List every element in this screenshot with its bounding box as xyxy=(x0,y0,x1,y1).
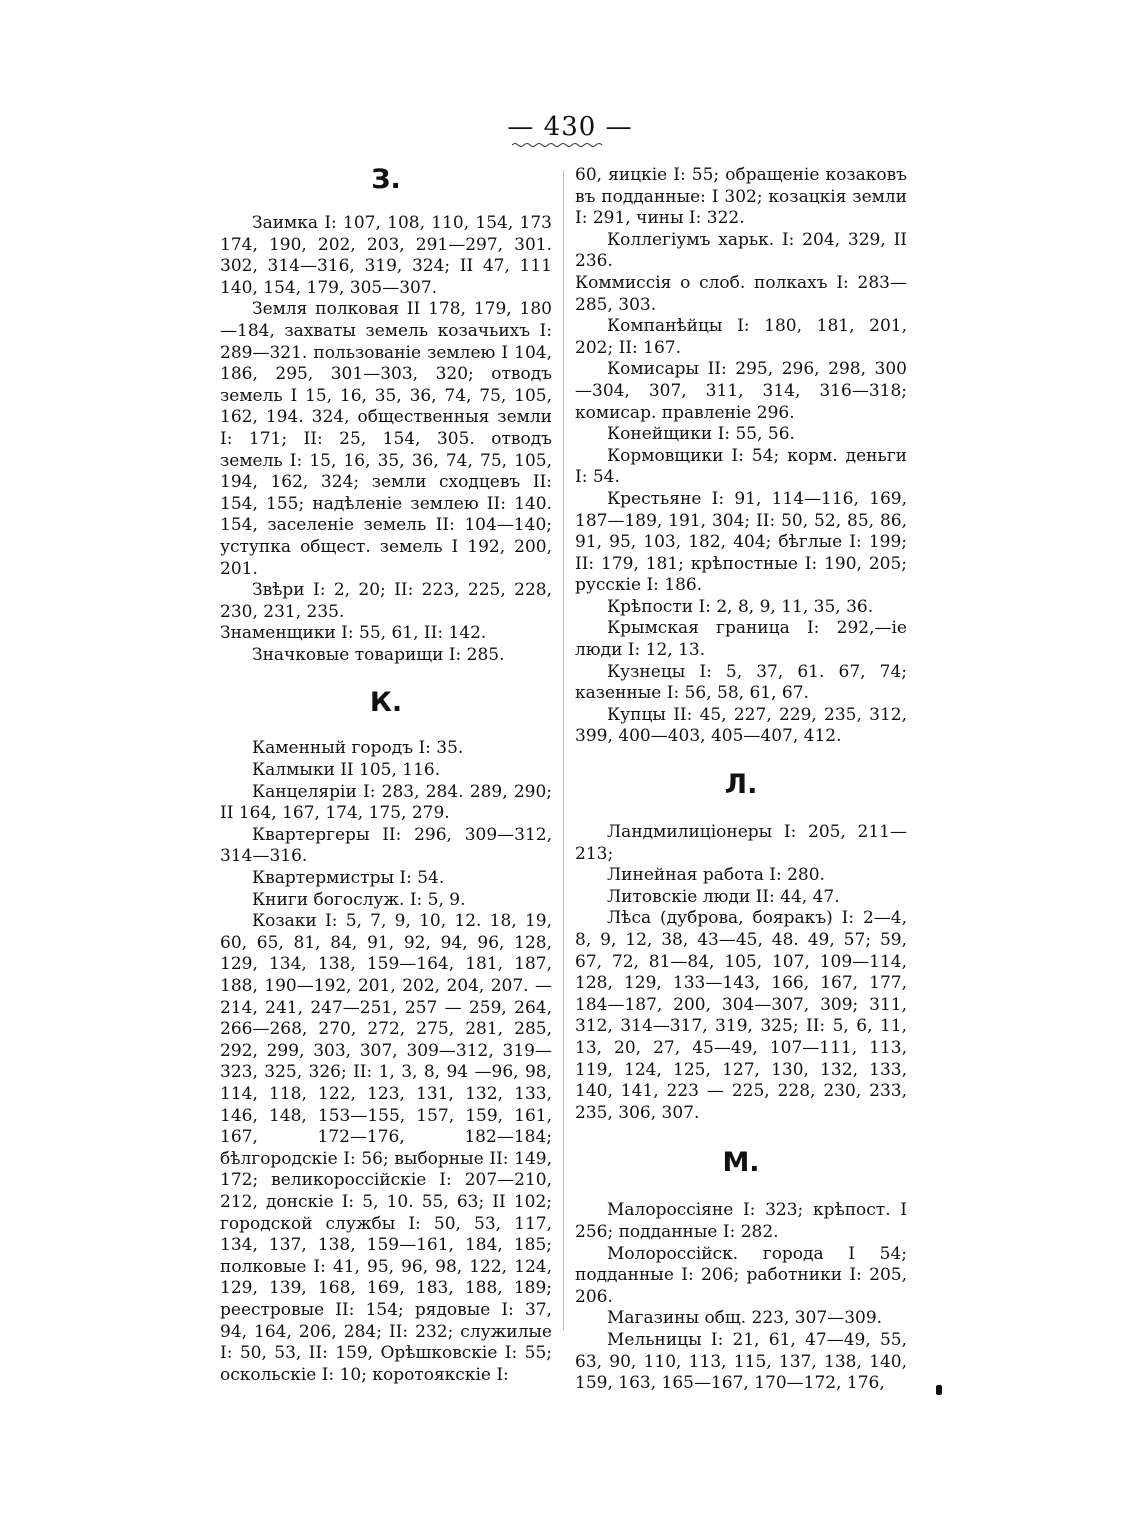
ink-mark xyxy=(936,1385,942,1395)
ornament-squiggle xyxy=(512,142,604,148)
index-entry: Крестьяне I: 91, 114—116, 169, 187—189, 191, 304; II: 50, 52, 85, 86, 91, 95, 103, 182, 404; бѣглые I: 199; II: 179, 181; крѣпостные I: 190, 205; русскіе I: 186. xyxy=(575,488,907,596)
index-entry: Каменный городъ I: 35. xyxy=(252,738,464,759)
index-entry: Литовскіе люди II: 44, 47. xyxy=(607,886,840,907)
index-entry: Магазины общ. 223, 307—309. xyxy=(607,1308,883,1329)
index-entry: Калмыки II 105, 116. xyxy=(252,760,441,781)
index-entry: Звѣри I: 2, 20; II: 223, 225, 228, 230, 231, 235. xyxy=(220,580,552,622)
index-entry: Линейная работа I: 280. xyxy=(607,865,825,886)
right-column xyxy=(575,165,907,1395)
left-column xyxy=(220,165,552,1386)
index-entry: Крѣпости I: 2, 8, 9, 11, 35, 36. xyxy=(607,596,874,617)
section-letter-m: М. xyxy=(722,1147,760,1179)
index-entry: Коллегіумъ харьк. I: 204, 329, II 236. xyxy=(575,229,907,272)
index-entry: Ландмилиціонеры I: 205, 211—213; xyxy=(575,822,907,864)
section-letter-k: К. xyxy=(369,687,403,719)
index-entry: Коммиссія о слоб. полкахъ I: 283—285, 303. xyxy=(575,272,907,315)
index-entry: Крымская граница I: 292,—іе люди I: 12, 13. xyxy=(575,618,907,661)
page-number: — 430 — xyxy=(507,112,633,142)
index-entry: Квартергеры II: 296, 309—312, 314—316. xyxy=(220,824,552,867)
index-entry: Знаменщики I: 55, 61, II: 142. xyxy=(220,623,487,644)
index-entry: Канцеляріи I: 283, 284. 289, 290; II 164, 167, 174, 175, 279. xyxy=(220,781,552,824)
index-entry: Купцы II: 45, 227, 229, 235, 312, 399, 400—403, 405—407, 412. xyxy=(575,704,907,747)
index-entry: Конейщики I: 55, 56. xyxy=(607,424,795,445)
index-entry-continuation: 60, яицкіе I: 55; обращеніе козаковъ въ подданные: I 302; козацкія земли I: 291, чины I: 322. xyxy=(575,165,907,229)
index-entry: Заимка I: 107, 108, 110, 154, 173 174, 190, 202, 203, 291—297, 301. 302, 314—316, 319, 324; II 47, 111 140, 154, 179, 305—307. xyxy=(220,213,552,298)
index-entry: Лѣса (дуброва, бояракъ) I: 2—4, 8, 9, 12, 38, 43—45, 48. 49, 57; 59, 67, 72, 81—84, 105, 107, 109—114, 128, 129, 133—143, 166, 167, 177, 184—187, 200, 304—307, 309; 311, 312, 314—317, 319, 325; II: 5, 6, 11, 13, 20, 27, 45—49, 107—111, 113, 119, 124, 125, 127, 130, 132, 133, 140, 141, 223 — 225, 228, 230, 233, 235, 306, 307. xyxy=(575,908,907,1123)
index-entry: Козаки I: 5, 7, 9, 10, 12. 18, 19, 60, 65, 81, 84, 91, 92, 94, 96, 128, 129, 134, 138, 159—164, 181, 187, 188, 190—192, 201, 202, 204, 207. —214, 241, 247—251, 257 — 259, 264, 266—268, 270, 272, 275, 281, 285, 292, 299, 303, 307, 309—312, 319—323, 325, 326; II: 1, 3, 8, 94 —96, 98, 114, 118, 122, 123, 131, 132, 133, 146, 148, 153—155, 157, 159, 161, 167, 172—176, 182—184; бѣлгородскіе I: 56; выборные II: 149, 172; великороссійскіе I: 207—210, 212, донскіе I: 5, 10. 55, 63; II 102; городской службы I: 50, 53, 117, 134, 137, 138, 159—161, 184, 185; полковые I: 41, 95, 96, 98, 122, 124, 129, 139, 168, 169, 183, 188, 189; реестровые II: 154; рядовые I: 37, 94, 164, 206, 284; II: 232; служилые I: 50, 53, II: 159, Орѣшковскіе I: 55; оскольскіе I: 10; коротоякскіе I: xyxy=(220,911,552,1385)
index-entry: Малороссіяне I: 323; крѣпост. I 256; подданные I: 282. xyxy=(575,1200,907,1242)
index-entry: Квартермистры I: 54. xyxy=(252,868,445,889)
section-letter-z: З. xyxy=(371,164,401,195)
index-entry: Молороссійск. города I 54; подданные I: 206; работники I: 205, 206. xyxy=(575,1243,907,1307)
index-entry: Кузнецы I: 5, 37, 61. 67, 74; казенные I: 56, 58, 61, 67. xyxy=(575,661,907,704)
index-entry: Книги богослуж. I: 5, 9. xyxy=(252,889,466,910)
section-letter-l: Л. xyxy=(724,769,758,801)
index-entry: Значковые товарищи I: 285. xyxy=(252,644,505,665)
index-entry: Мельницы I: 21, 61, 47—49, 55, 63, 90, 110, 113, 115, 137, 138, 140, 159, 163, 165—167, 170—172, 176, xyxy=(575,1329,907,1394)
index-entry: Комисары II: 295, 296, 298, 300 —304, 307, 311, 314, 316—318; комисар. правленіе 296. xyxy=(575,359,907,423)
index-entry: Земля полковая II 178, 179, 180 —184, захваты земель козачьихъ I: 289—321. пользованіе землею I 104, 186, 295, 301—303, 320; отводъ земель I 15, 16, 35, 36, 74, 75, 105, 162, 194. 324, общественныя земли I: 171; II: 25, 154, 305. отводъ земель I: 15, 16, 35, 36, 74, 75, 105, 194, 162, 324; земли сходцевъ II: 154, 155; надѣленіе землею II: 140. 154, заселеніе земель II: 104—140; уступка общест. земель I 192, 200, 201. xyxy=(220,299,552,579)
index-entry: Компанѣйцы I: 180, 181, 201, 202; II: 167. xyxy=(575,316,907,358)
index-entry: Кормовщики I: 54; корм. деньги I: 54. xyxy=(575,445,907,488)
column-divider xyxy=(563,170,564,1330)
